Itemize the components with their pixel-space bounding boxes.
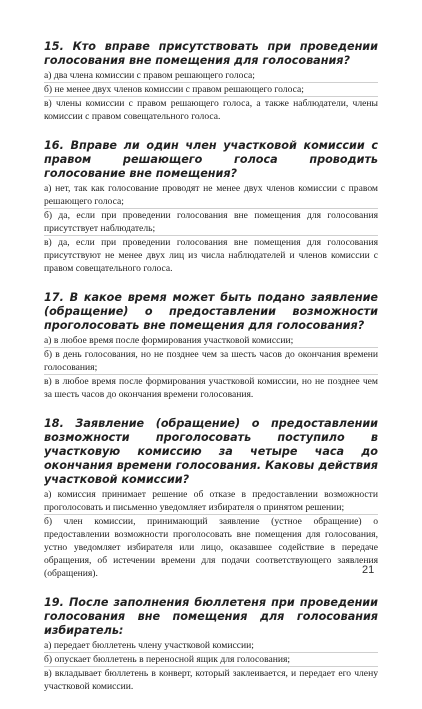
answer-a: а) передает бюллетень члену участковой комиссии;: [44, 639, 378, 653]
question-text: 19. После заполнения бюллетеня при проведении голосования вне помещения для голосования избиратель:: [44, 596, 378, 637]
answer-b: б) да, если при проведении голосования вне помещения для голосования присутствует наблюдатель;: [44, 210, 378, 234]
answer-b: б) в день голосования, но не позднее чем за шесть часов до окончания времени голосования;: [44, 349, 378, 373]
page-number: 21: [362, 564, 375, 576]
question-text: 18. Заявление (обращение) о предоставлении возможности проголосовать поступило в участковую комиссию за четыре часа до окончания времени голосования. Каковы действия участковой комиссии?: [44, 417, 378, 486]
answer-b: б) член комиссии, принимающий заявление (устное обращение) о предоставлении возможности проголосовать вне помещения для голосования, устно уведомляет избирателя или лицо, оказавшее содействие в передаче обращения, об истечении времени для подачи соответствующего заявления (обращения).: [44, 516, 378, 579]
answer-c: в) да, если при проведении голосования вне помещения для голосования присутствуют не менее двух лиц из числа наблюдателей и членов комиссии с правом совещательного голоса.: [44, 237, 378, 274]
answer-a: а) в любое время после формирования участковой комиссии;: [44, 334, 378, 348]
question-19: [44, 596, 378, 693]
question-15: [44, 40, 378, 123]
question-text: 17. В какое время может быть подано заявление (обращение) о предоставлении возможности проголосовать вне помещения для голосования?: [44, 291, 378, 332]
question-16: [44, 139, 378, 275]
answer-b: б) опускает бюллетень в переносной ящик для голосования;: [44, 653, 378, 667]
page-content: [44, 40, 378, 709]
answer-a: а) нет, так как голосование проводят не менее двух членов комиссии с правом решающего голоса;: [44, 183, 378, 207]
question-text: 15. Кто вправе присутствовать при проведении голосования вне помещения для голосования?: [44, 40, 378, 67]
answer-c: в) члены комиссии с правом решающего голоса, а также наблюдатели, члены комиссии с правом совещательного голоса.: [44, 98, 378, 122]
answer-c: в) вкладывает бюллетень в конверт, который заклеивается, и передает его члену участковой комиссии.: [44, 668, 378, 692]
answer-a: а) комиссия принимает решение об отказе в предоставлении возможности проголосовать и письменно уведомляет избирателя о принятом решении;: [44, 489, 378, 513]
answer-b: б) не менее двух членов комиссии с правом решающего голоса;: [44, 83, 378, 97]
question-17: [44, 291, 378, 401]
question-18: [44, 417, 378, 580]
answer-a: а) два члена комиссии с правом решающего голоса;: [44, 69, 378, 83]
question-text: 16. Вправе ли один член участковой комиссии с правом решающего голоса проводить голосование вне помещения?: [44, 139, 378, 180]
answer-c: в) в любое время после формирования участковой комиссии, но не позднее чем за шесть часов до окончания времени голосования.: [44, 376, 378, 400]
